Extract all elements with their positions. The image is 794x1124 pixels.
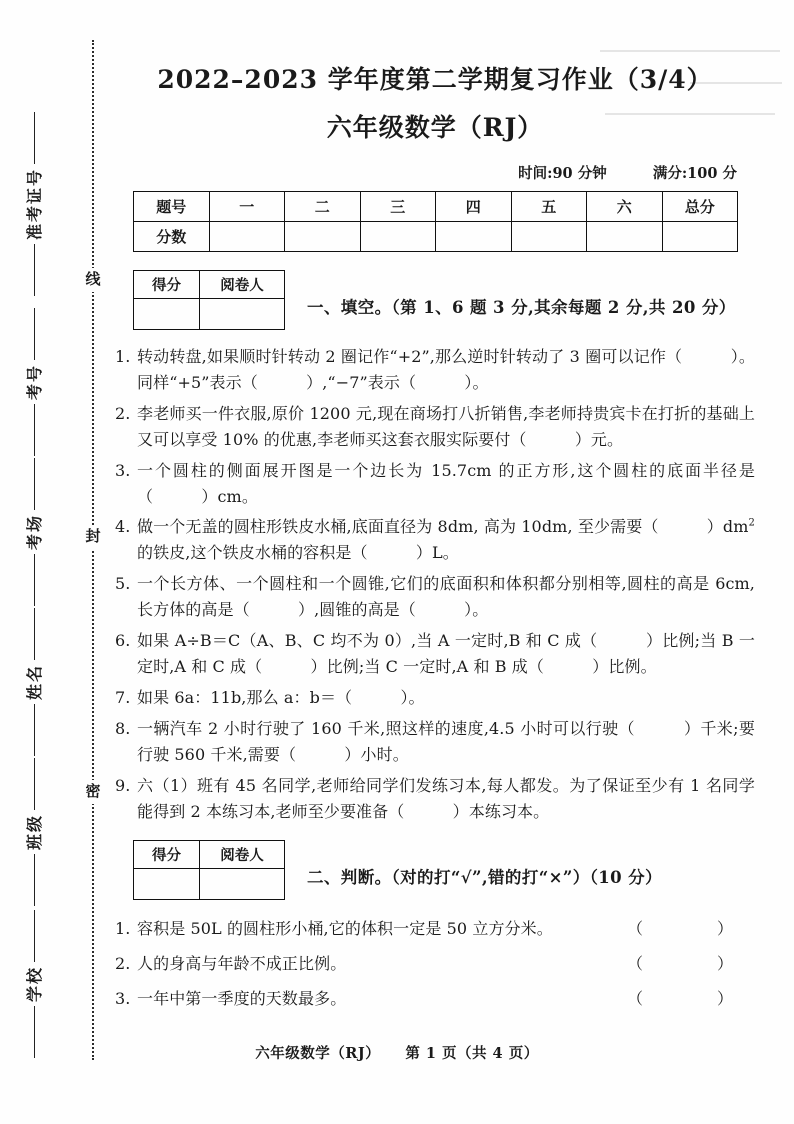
score-cell-5[interactable] [511,222,587,252]
question-item [115,628,755,680]
question-list-2 [115,916,755,1012]
margin-field-label: 考号 [25,363,44,400]
seal-word-2: 密 [80,780,106,804]
score-cell-1[interactable] [209,222,285,252]
question-text: 容积是 50L 的圆柱形小桶,它的体积一定是 50 立方分米。 [137,919,553,939]
table-row [134,841,285,869]
score-cell-total[interactable] [662,222,738,252]
margin-field-xuexiao [22,842,45,1062]
question-number: 2. [115,954,131,974]
col-head-5: 五 [511,192,587,222]
row-label-score: 分数 [134,222,210,252]
question-text: 一辆汽车 2 小时行驶了 160 千米,照这样的速度,4.5 小时可以行驶（ ）千米;要行驶 560 千米,需要（ ）小时。 [137,718,755,764]
question-number: 9. [115,775,131,795]
question-number: 6. [115,631,131,651]
footer-page-number: 第 1 页（共 4 页） [405,1045,539,1062]
col-head-4: 四 [436,192,512,222]
grader-score-value[interactable] [134,299,200,330]
question-number: 3. [115,460,131,480]
margin-field-label: 学校 [25,965,44,1002]
exam-content [115,0,755,1021]
score-cell-3[interactable] [360,222,436,252]
time-limit: 时间:90 分钟 [518,165,607,182]
col-head-1: 一 [209,192,285,222]
question-item [115,951,755,977]
grader-reviewer-value[interactable] [200,299,285,330]
page-footer [0,1042,794,1063]
question-number: 4. [115,517,131,537]
question-text: 做一个无盖的圆柱形铁皮水桶,底面直径为 8dm, 高为 10dm, 至少需要（ ）$dm^2$ 的铁皮,这个铁皮水桶的容积是（ ）L。 [137,517,755,563]
question-number: 3. [115,989,131,1009]
question-text: 人的身高与年龄不成正比例。 [137,954,347,974]
margin-field-label: 姓名 [25,663,44,700]
seal-word-1: 封 [80,525,106,549]
grader-box-1 [133,270,285,330]
grader-box-2 [133,840,285,900]
col-head-3: 三 [360,192,436,222]
score-cell-2[interactable] [285,222,361,252]
grader-score-label: 得分 [134,271,200,299]
question-item [115,571,755,623]
question-number: 1. [115,919,131,939]
exam-meta [115,162,755,183]
question-text: 六（1）班有 45 名同学,老师给同学们发练习本,每人都发。为了保证至少有 1 名同学能得到 2 本练习本,老师至少要准备（ ）本练习本。 [137,775,755,821]
question-text: 如果 A÷B＝C（A、B、C 均不为 0）,当 A 一定时,B 和 C 成（ ）比例;当 B 一定时,A 和 C 成（ ）比例;当 C 一定时,A 和 B 成（ ）比例。 [137,631,755,676]
table-row-scores [134,222,738,252]
question-item [115,986,755,1012]
score-cell-6[interactable] [587,222,663,252]
margin-field-label: 考场 [25,513,44,550]
question-text: 一个圆柱的侧面展开图是一个边长为 15.7cm 的正方形,这个圆柱的底面半径是（ ）cm。 [137,460,755,506]
question-number: 2. [115,403,131,423]
question-item [115,344,755,396]
question-item [115,773,755,825]
footer-subject: 六年级数学（RJ） [255,1045,381,1062]
grader-score-value[interactable] [134,869,200,900]
question-number: 8. [115,718,131,738]
total-score: 满分:100 分 [652,165,737,182]
answer-blank[interactable]: （ ） [626,919,747,939]
question-text: 李老师买一件衣服,原价 1200 元,现在商场打八折销售,李老师持贵宾卡在打折的基础上又可以享受 10% 的优惠,李老师买这套衣服实际要付（ ）元。 [137,403,755,449]
question-body [137,986,755,1012]
question-body [137,916,755,942]
question-item [115,685,755,711]
margin-field-label: 班级 [25,813,44,850]
section-title-2: 二、判断。（对的打“√”,错的打“×”）（10 分） [307,868,662,888]
question-number: 1. [115,347,131,366]
question-text: 转动转盘,如果顺时针转动 2 圈记作“+2”,那么逆时针转动了 3 圈可以记作（ ）。同样“+5”表示（ ）,“−7”表示（ ）。 [137,347,755,392]
grader-reviewer-label: 阅卷人 [200,271,285,299]
question-item [115,458,755,510]
question-number: 5. [115,574,131,594]
section-header-true-false [133,840,755,900]
question-text: 如果 6a：11b,那么 a：b＝（ ）。 [137,687,425,707]
question-number: 7. [115,687,131,707]
answer-blank[interactable]: （ ） [626,954,747,974]
section-title-1: 一、填空。（第 1、6 题 3 分,其余每题 2 分,共 20 分） [307,298,736,317]
col-head-total: 总分 [662,192,738,222]
page-title: 2022–2023 学年度第二学期复习作业（3/4） [157,65,713,94]
table-row [134,271,285,299]
row-label-number: 题号 [134,192,210,222]
score-cell-4[interactable] [436,222,512,252]
question-text: 一个长方体、一个圆柱和一个圆锥,它们的底面积和体积都分别相等,圆柱的高是 6cm,长方体的高是（ ）,圆锥的高是（ ）。 [137,574,755,620]
col-head-6: 六 [587,192,663,222]
col-head-2: 二 [285,192,361,222]
page-subtitle: 六年级数学（RJ） [326,113,544,142]
question-body [137,951,755,977]
table-row [134,299,285,330]
question-text: 一年中第一季度的天数最多。 [137,989,347,1009]
seal-dotted-line [92,40,94,1060]
section-header-fill-blank [133,270,755,330]
answer-blank[interactable]: （ ） [626,989,747,1009]
question-list-1 [115,344,755,824]
question-item [115,401,755,453]
table-row [134,869,285,900]
score-summary-table [133,191,738,252]
seal-word-0: 线 [80,268,106,292]
question-item [115,716,755,768]
grader-score-label: 得分 [134,841,200,869]
grader-reviewer-label: 阅卷人 [200,841,285,869]
margin-field-label: 准考证号 [25,167,44,240]
table-row-header [134,192,738,222]
question-item [115,514,755,566]
grader-reviewer-value[interactable] [200,869,285,900]
question-item [115,916,755,942]
